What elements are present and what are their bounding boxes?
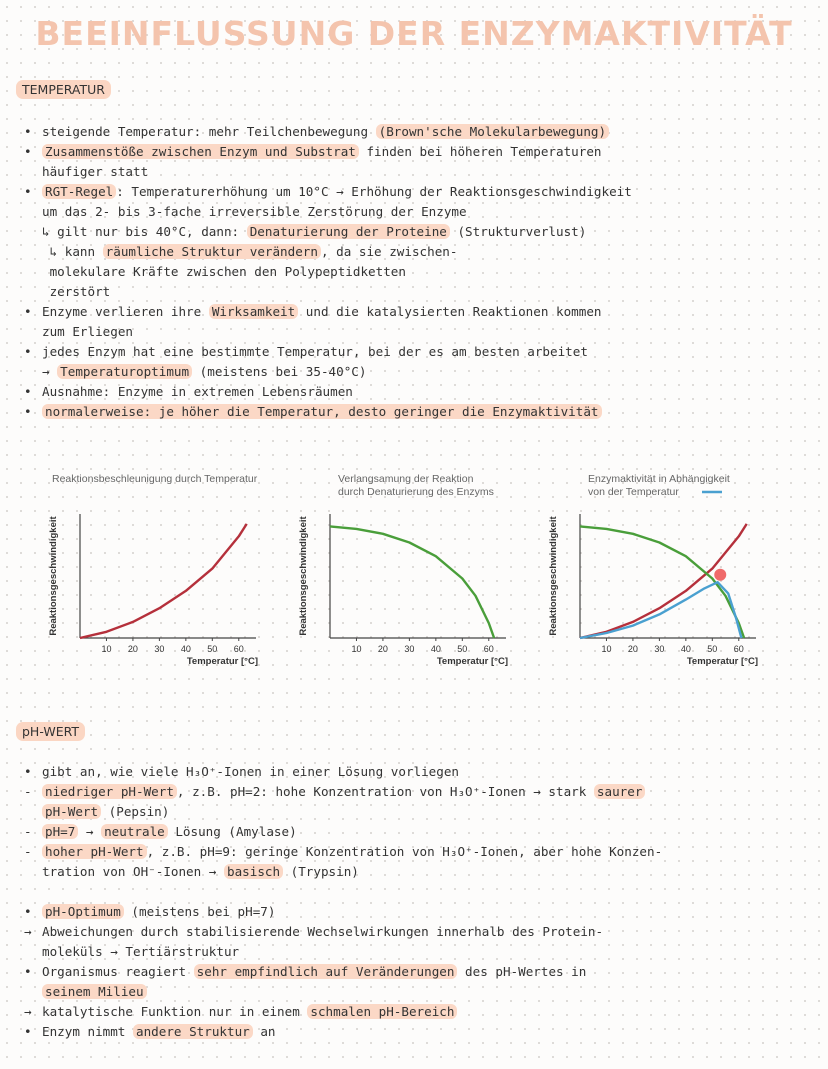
line-marker: •	[24, 124, 32, 139]
x-tick-label: 20	[377, 644, 388, 654]
note-text: moleküls → Tertiärstruktur	[42, 944, 240, 959]
note-line	[24, 782, 662, 802]
x-tick-label: 50	[457, 644, 468, 654]
note-text: steigende Temperatur: mehr Teilchenbewegung	[42, 124, 376, 139]
note-text: (Strukturverlust)	[449, 224, 587, 239]
line-marker: →	[24, 924, 32, 939]
note-text: finden bei höheren Temperaturen	[358, 144, 602, 159]
note-text: molekulare Kräfte zwischen den Polypeptidketten	[42, 264, 406, 279]
note-text: Organismus reagiert	[42, 964, 194, 979]
note-line	[24, 382, 632, 402]
note-text: zerstört	[42, 284, 111, 299]
note-text: Abweichungen durch stabilisierende Wechselwirkungen innerhalb des Protein-	[42, 924, 604, 939]
note-line	[24, 982, 662, 1002]
highlighted-text: pH-Optimum	[42, 904, 124, 919]
note-line	[24, 942, 662, 962]
series-line	[330, 526, 494, 638]
note-line	[24, 762, 662, 782]
note-text: Lösung (Amylase)	[167, 824, 297, 839]
x-tick-label: 20	[127, 644, 138, 654]
highlighted-text: hoher pH-Wert	[42, 844, 147, 859]
x-tick-label: 10	[601, 644, 612, 654]
note-text: , z.B. pH=2: hohe Konzentration von H₃O⁺-Ionen → stark	[176, 784, 594, 799]
note-line	[24, 242, 632, 262]
line-marker: →	[24, 1004, 32, 1019]
note-line	[24, 822, 662, 842]
note-text: Enzyme verlieren ihre	[42, 304, 209, 319]
chart-title: Reaktionsbeschleunigung durch Temperatur	[52, 473, 258, 485]
x-tick-label: 60	[483, 644, 494, 654]
highlighted-text: räumliche Struktur verändern	[103, 244, 321, 259]
x-tick-label: 30	[404, 644, 415, 654]
x-tick-label: 60	[233, 644, 244, 654]
note-line	[24, 302, 632, 322]
note-line	[24, 802, 662, 822]
highlighted-text: saurer	[594, 784, 646, 799]
note-line	[24, 282, 632, 302]
highlighted-text: sehr empfindlich auf Veränderungen	[194, 964, 458, 979]
note-text: , z.B. pH=9: geringe Konzentration von H₃O⁺-Ionen, aber hohe Konzen-	[146, 844, 663, 859]
note-text: an	[252, 1024, 276, 1039]
note-text: ↳ gilt nur bis 40°C, dann:	[42, 224, 247, 239]
line-marker: •	[24, 304, 32, 319]
highlighted-text: Zusammenstöße zwischen Enzym und Substrat	[42, 144, 359, 159]
chart-title: von der Temperatur	[588, 486, 679, 498]
line-marker: -	[24, 844, 32, 859]
highlighted-text: Temperaturoptimum	[57, 364, 192, 379]
chart-title: Enzymaktivität in Abhängigkeit	[588, 473, 730, 485]
note-line	[24, 342, 632, 362]
line-marker: •	[24, 384, 32, 399]
series-line	[580, 524, 747, 638]
note-line	[24, 222, 632, 242]
x-tick-label: 10	[351, 644, 362, 654]
note-line	[24, 862, 662, 882]
note-text: Ausnahme: Enzyme in extremen Lebensräumen	[42, 384, 353, 399]
ph-notes	[24, 762, 662, 1042]
line-marker: •	[24, 404, 32, 419]
note-text: →	[42, 364, 58, 379]
note-text: →	[78, 824, 102, 839]
x-axis-label: Temperatur [°C]	[436, 656, 508, 667]
series-line	[80, 524, 247, 638]
note-line	[24, 402, 632, 422]
line-marker: •	[24, 344, 32, 359]
note-text: häufiger statt	[42, 164, 149, 179]
line-marker: •	[24, 1024, 32, 1039]
highlighted-text: Denaturierung der Proteine	[247, 224, 450, 239]
x-tick-label: 40	[680, 644, 691, 654]
note-text: Enzym nimmt	[42, 1024, 133, 1039]
x-tick-label: 50	[207, 644, 218, 654]
highlighted-text: schmalen pH-Bereich	[307, 1004, 457, 1019]
note-line	[24, 962, 662, 982]
note-text: katalytische Funktion nur in einem	[42, 1004, 308, 1019]
x-tick-label: 40	[430, 644, 441, 654]
highlighted-text: neutrale	[101, 824, 168, 839]
section-ph: pH-WERT	[16, 722, 85, 741]
note-line	[24, 162, 632, 182]
note-line	[24, 902, 662, 922]
highlighted-text: niedriger pH-Wert	[42, 784, 177, 799]
highlighted-text: andere Struktur	[133, 1024, 253, 1039]
page-title: BEEINFLUSSUNG DER ENZYMAKTIVITÄT	[35, 14, 793, 53]
note-line	[24, 362, 632, 382]
highlighted-text: (Brown'sche Molekularbewegung)	[376, 124, 609, 139]
series-line	[580, 582, 741, 638]
line-marker: •	[24, 184, 32, 199]
highlighted-text: basisch	[224, 864, 283, 879]
highlighted-text: RGT-Regel	[42, 184, 116, 199]
section-temperature: TEMPERATUR	[16, 80, 111, 99]
note-text: jedes Enzym hat eine bestimmte Temperatur, bei der es am besten arbeitet	[42, 344, 588, 359]
note-line	[24, 842, 662, 862]
note-line	[24, 322, 632, 342]
note-text: (Trypsin)	[283, 864, 359, 879]
x-tick-label: 50	[707, 644, 718, 654]
y-axis-label: Reaktionsgeschwindigkeit	[48, 516, 59, 636]
x-tick-label: 20	[627, 644, 638, 654]
note-line	[24, 882, 662, 902]
optimum-marker	[714, 569, 726, 581]
x-axis-label: Temperatur [°C]	[686, 656, 758, 667]
note-line	[24, 262, 632, 282]
chart-title: Verlangsamung der Reaktion	[338, 473, 474, 485]
x-tick-label: 30	[654, 644, 665, 654]
note-text: gibt an, wie viele H₃O⁺-Ionen in einer Lösung vorliegen	[42, 764, 460, 779]
note-text: (meistens bei pH=7)	[123, 904, 276, 919]
temperature-charts	[40, 462, 790, 682]
note-text: (Pepsin)	[101, 804, 170, 819]
note-text: ↳ kann	[42, 244, 103, 259]
x-tick-label: 60	[733, 644, 744, 654]
x-tick-label: 30	[154, 644, 165, 654]
series-line	[580, 526, 744, 638]
note-text: des pH-Wertes in	[457, 964, 587, 979]
line-marker: •	[24, 904, 32, 919]
note-text: (meistens bei 35-40°C)	[192, 364, 367, 379]
note-text: um das 2- bis 3-fache irreversible Zerstörung der Enzyme	[42, 204, 467, 219]
note-text: zum Erliegen	[42, 324, 133, 339]
highlighted-text: Wirksamkeit	[209, 304, 298, 319]
line-marker: •	[24, 964, 32, 979]
note-text: und die katalysierten Reaktionen kommen	[298, 304, 602, 319]
chart-title: durch Denaturierung des Enzyms	[338, 486, 494, 498]
note-text: : Temperaturerhöhung um 10°C → Erhöhung der Reaktionsgeschwindigkeit	[116, 184, 632, 199]
y-axis-label: Reaktionsgeschwindigkeit	[298, 516, 309, 636]
note-line	[24, 1022, 662, 1042]
note-line	[24, 922, 662, 942]
line-marker: •	[24, 144, 32, 159]
line-marker: •	[24, 764, 32, 779]
highlighted-text: pH=7	[42, 824, 78, 839]
line-marker: -	[24, 824, 32, 839]
note-line	[24, 202, 632, 222]
highlighted-text: normalerweise: je höher die Temperatur, desto geringer die Enzymaktivität	[42, 404, 602, 419]
note-line	[24, 142, 632, 162]
note-line	[24, 182, 632, 202]
note-line	[24, 122, 632, 142]
temperature-notes	[24, 122, 632, 422]
note-text: tration von OH⁻-Ionen →	[42, 864, 224, 879]
line-marker: -	[24, 784, 32, 799]
x-tick-label: 10	[101, 644, 112, 654]
note-line	[24, 1002, 662, 1022]
note-text: , da sie zwischen-	[320, 244, 458, 259]
highlighted-text: seinem Milieu	[42, 984, 147, 999]
highlighted-text: pH-Wert	[42, 804, 101, 819]
y-axis-label: Reaktionsgeschwindigkeit	[548, 516, 559, 636]
x-axis-label: Temperatur [°C]	[186, 656, 258, 667]
x-tick-label: 40	[180, 644, 191, 654]
